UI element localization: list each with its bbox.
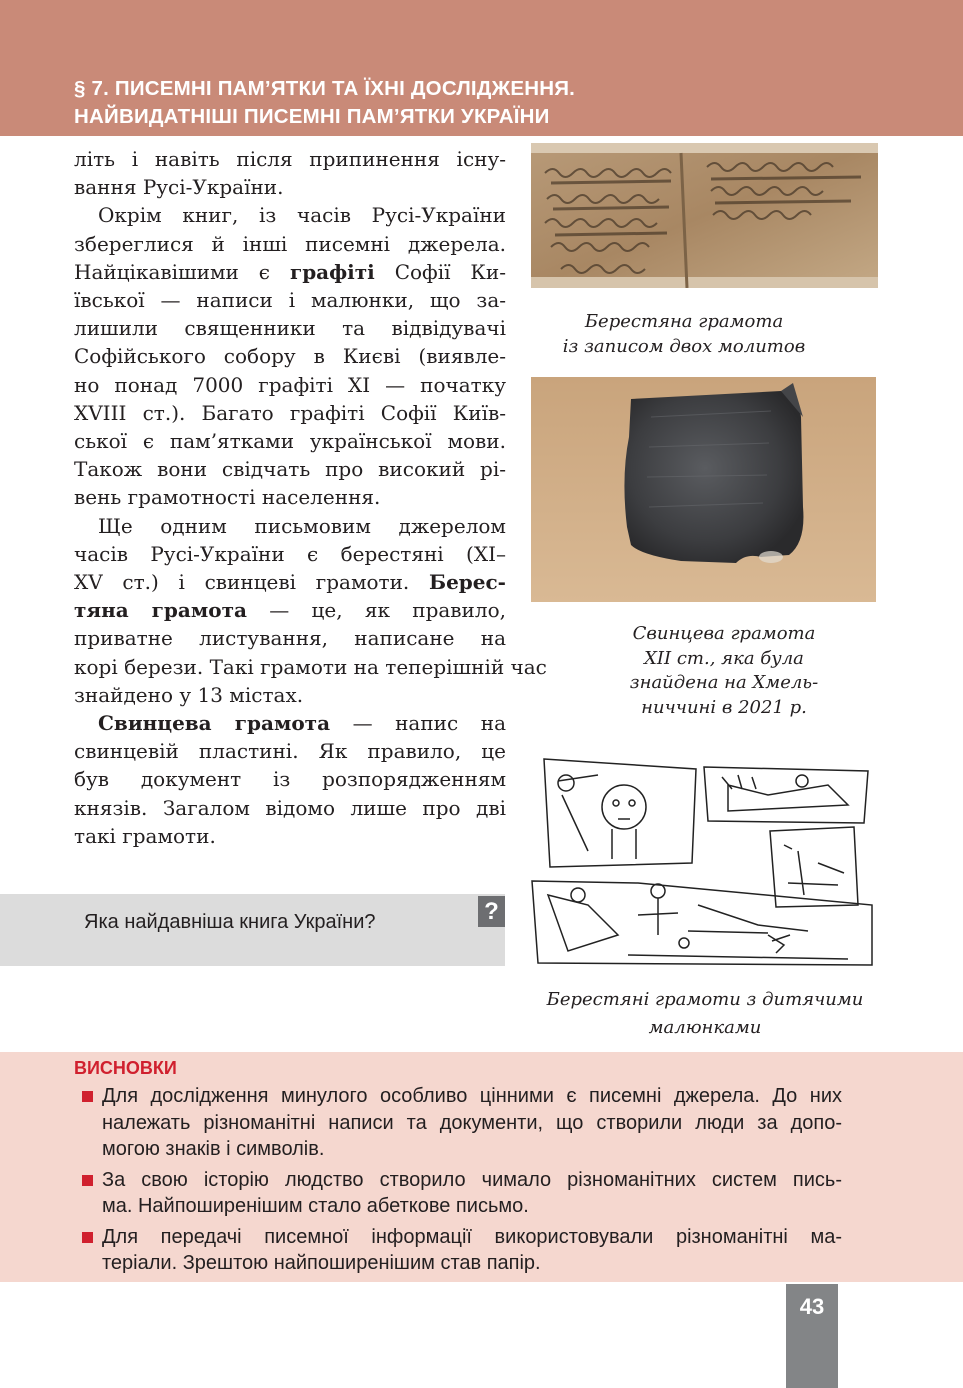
term-birch-bark: тяна грамота <box>74 598 247 623</box>
chapter-title-line-2: НАЙВИДАТНІШІ ПИСЕМНІ ПАМ’ЯТКИ УКРАЇНИ <box>74 105 550 128</box>
text-line: свинцевій пластині. Як правило, це <box>74 739 506 764</box>
paragraph-1 <box>74 145 590 201</box>
text-line: вання Русі-України. <box>74 175 284 200</box>
conclusions-list <box>74 1083 854 1281</box>
text-line: такі грамоти. <box>74 823 216 848</box>
conclusion-line: ма. Найпоширенішим стало абеткове письмо. <box>102 1195 529 1217</box>
paragraph-2 <box>74 201 590 511</box>
text-line: Софійського собору в Києві (виявле- <box>74 344 506 369</box>
conclusion-line: належать різноманітні написи та документи, що створили люди за допо- <box>102 1111 842 1134</box>
text-line <box>74 568 506 596</box>
caption-line: Берестяні грамоти з дитячими <box>546 989 864 1010</box>
text-line: Ще одним письмовим джерелом <box>98 513 506 538</box>
text-line: збереглися й інші писемні джерела. <box>74 231 506 256</box>
conclusions-title: ВИСНОВКИ <box>74 1058 177 1078</box>
bullet-square-icon <box>82 1175 93 1186</box>
childrens-drawings-illustration <box>528 755 876 968</box>
text-line: вень грамотності населення. <box>74 485 381 510</box>
caption-line: XII ст., яка була <box>644 647 804 669</box>
bullet-square-icon <box>82 1091 93 1102</box>
paragraph-3 <box>74 512 590 709</box>
conclusion-line: Для передачі писемної інформації використовували різноманітні ма- <box>102 1225 842 1248</box>
text-line: знайдено у 13 містах. <box>74 682 304 707</box>
conclusion-line: теріали. Зрештою найпоширенішим став папір. <box>102 1252 541 1274</box>
caption-line: Свинцева грамота <box>632 623 816 644</box>
text-line: Також вони свідчать про високий рі- <box>74 457 506 482</box>
conclusion-line: За свою історію людство створило чимало різноманітних систем пись- <box>102 1168 842 1191</box>
chapter-title <box>74 75 934 131</box>
paragraph-4 <box>74 709 590 850</box>
text-fragment: XV ст.) і свинцеві грамоти. <box>74 570 429 595</box>
caption-line: малюнками <box>648 1017 762 1038</box>
text-line: XVIII ст.). Багато графіті Софії Київ- <box>74 400 506 425</box>
text-line: ської є пам’ятками української мови. <box>74 429 506 454</box>
text-line <box>74 596 506 624</box>
text-fragment: — це, як правило, <box>246 598 506 623</box>
conclusion-item <box>74 1224 854 1277</box>
question-mark-icon: ? <box>478 896 505 927</box>
conclusion-item <box>74 1083 854 1163</box>
bullet-square-icon <box>82 1232 93 1243</box>
caption-line: Берестяна грамота <box>584 311 784 332</box>
text-line: ївської — написи і малюнки, що за- <box>74 288 506 313</box>
text-line: но понад 7000 графіті XI — початку <box>74 372 506 397</box>
text-line <box>74 258 506 286</box>
conclusion-line: Для дослідження минулого особливо цінними є писемні джерела. До них <box>102 1085 842 1107</box>
term-graffiti: графіті <box>289 259 375 284</box>
caption-line: ниччині в 2021 р. <box>641 696 807 718</box>
question-text: Яка найдавніша книга України? <box>84 911 376 933</box>
birch-bark-charter-photo <box>531 143 878 288</box>
text-line: літь і навіть після припинення існу- <box>74 147 506 171</box>
text-fragment: — напис на <box>330 711 506 736</box>
caption-line: із записом двох молитов <box>562 335 806 357</box>
term-lead-charter: Свинцева грамота <box>98 711 331 736</box>
conclusion-line: могою знаків і символів. <box>102 1138 325 1160</box>
text-line: корі берези. Такі грамоти на теперішній час <box>74 654 547 679</box>
text-line <box>74 709 506 737</box>
lead-charter-photo <box>531 377 876 602</box>
lead-charter-caption <box>590 622 858 720</box>
text-fragment: Софії Ки- <box>374 259 507 284</box>
text-fragment: Найцікавішими є <box>74 259 290 284</box>
text-line: князів. Загалом відомо лише про дві <box>74 795 506 820</box>
text-line: Окрім книг, із часів Русі-України <box>98 203 506 228</box>
caption-line: знайдена на Хмель- <box>629 672 819 693</box>
chapter-title-line-1: § 7. ПИСЕМНІ ПАМ’ЯТКИ ТА ЇХНІ ДОСЛІДЖЕННЯ. <box>74 77 576 100</box>
body-text <box>74 145 590 850</box>
page-number: 43 <box>799 1294 825 1319</box>
drawings-caption <box>520 986 890 1042</box>
birch-bark-caption <box>531 310 837 359</box>
text-line: приватне листування, написане на <box>74 626 506 651</box>
text-line: був документ із розпорядженням <box>74 767 506 792</box>
conclusion-item <box>74 1167 854 1220</box>
text-line: лишили священники та відвідувачі <box>74 316 506 341</box>
term-birch-bark: Берес- <box>428 570 506 595</box>
text-line: часів Русі-України є берестяні (XI– <box>74 541 506 566</box>
